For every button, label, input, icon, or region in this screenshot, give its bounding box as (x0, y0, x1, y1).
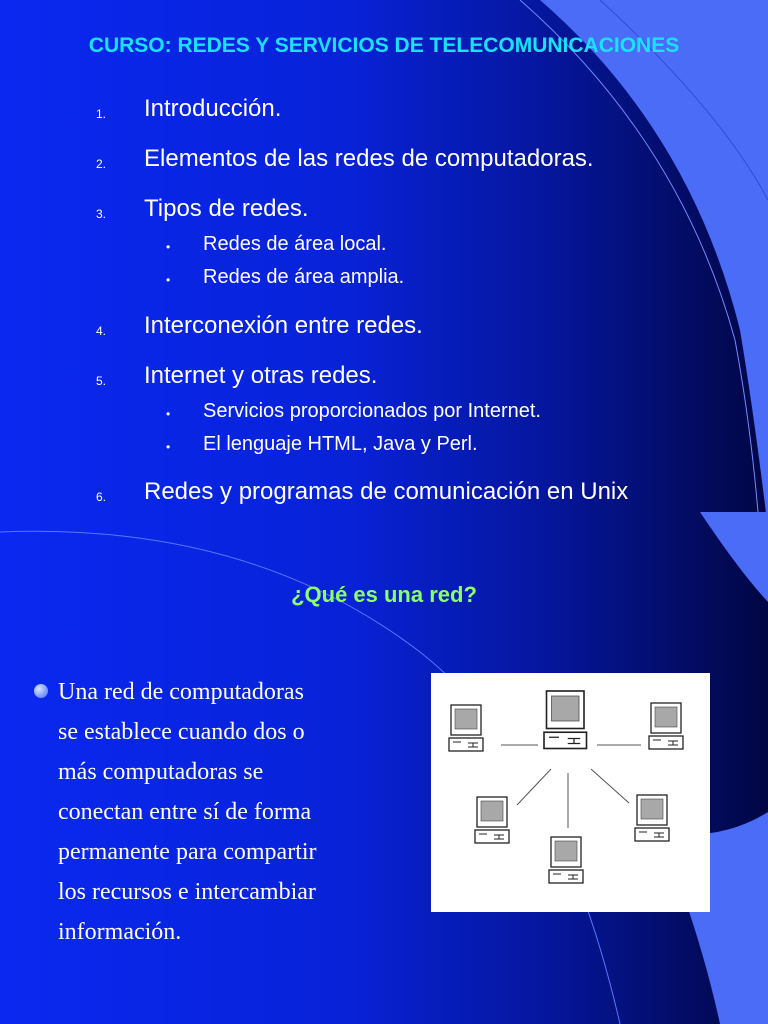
paragraph-line: Una red de computadoras (58, 679, 304, 705)
sub-bullet-icon: • (166, 407, 171, 421)
outline-item: Interconexión entre redes. (144, 312, 423, 339)
sub-bullet-icon: • (166, 273, 171, 287)
paragraph-line: información. (58, 919, 182, 945)
paragraph-line: más computadoras se (58, 759, 264, 785)
outline-number: 1. (96, 107, 107, 121)
connection-line (517, 769, 551, 805)
computer-icon (449, 705, 483, 751)
network-diagram (431, 673, 710, 912)
outline-item: Introducción. (144, 95, 282, 122)
slide-heading: ¿Qué es una red? (291, 582, 477, 607)
connection-lines (501, 745, 641, 828)
paragraph-line: los recursos e intercambiar (58, 879, 316, 905)
paragraph-line: permanente para compartir (58, 839, 317, 865)
network-diagram-svg (431, 673, 710, 912)
computers (449, 691, 683, 883)
computer-icon (549, 837, 583, 883)
computer-icon (649, 703, 683, 749)
outline-subitem: Servicios proporcionados por Internet. (203, 400, 541, 422)
outline-subitem: Redes de área amplia. (203, 266, 405, 288)
connection-line (591, 769, 629, 803)
outline-item: Tipos de redes. (144, 195, 309, 222)
bullet-icon (34, 684, 48, 698)
computer-icon (475, 797, 509, 843)
definition-paragraph (58, 672, 378, 952)
outline-item: Internet y otras redes. (144, 362, 378, 389)
outline-number: 2. (96, 157, 107, 171)
outline-item: Elementos de las redes de computadoras. (144, 145, 594, 172)
outline-subitem: Redes de área local. (203, 233, 387, 255)
course-title: CURSO: REDES Y SERVICIOS DE TELECOMUNICACIONES (88, 34, 680, 57)
computer-icon (544, 691, 587, 749)
outline-number: 4. (96, 324, 107, 338)
outline-number: 6. (96, 490, 107, 504)
outline-number: 5. (96, 374, 107, 388)
paragraph-line: conectan entre sí de forma (58, 799, 312, 825)
outline-number: 3. (96, 207, 107, 221)
slide-que-es-una-red (0, 512, 768, 1024)
sub-bullet-icon: • (166, 440, 171, 454)
outline-subitem: El lenguaje HTML, Java y Perl. (203, 433, 478, 455)
outline-item: Redes y programas de comunicación en Unix (144, 478, 629, 505)
paragraph-line: se establece cuando dos o (58, 719, 305, 745)
sub-bullet-icon: • (166, 240, 171, 254)
computer-icon (635, 795, 669, 841)
